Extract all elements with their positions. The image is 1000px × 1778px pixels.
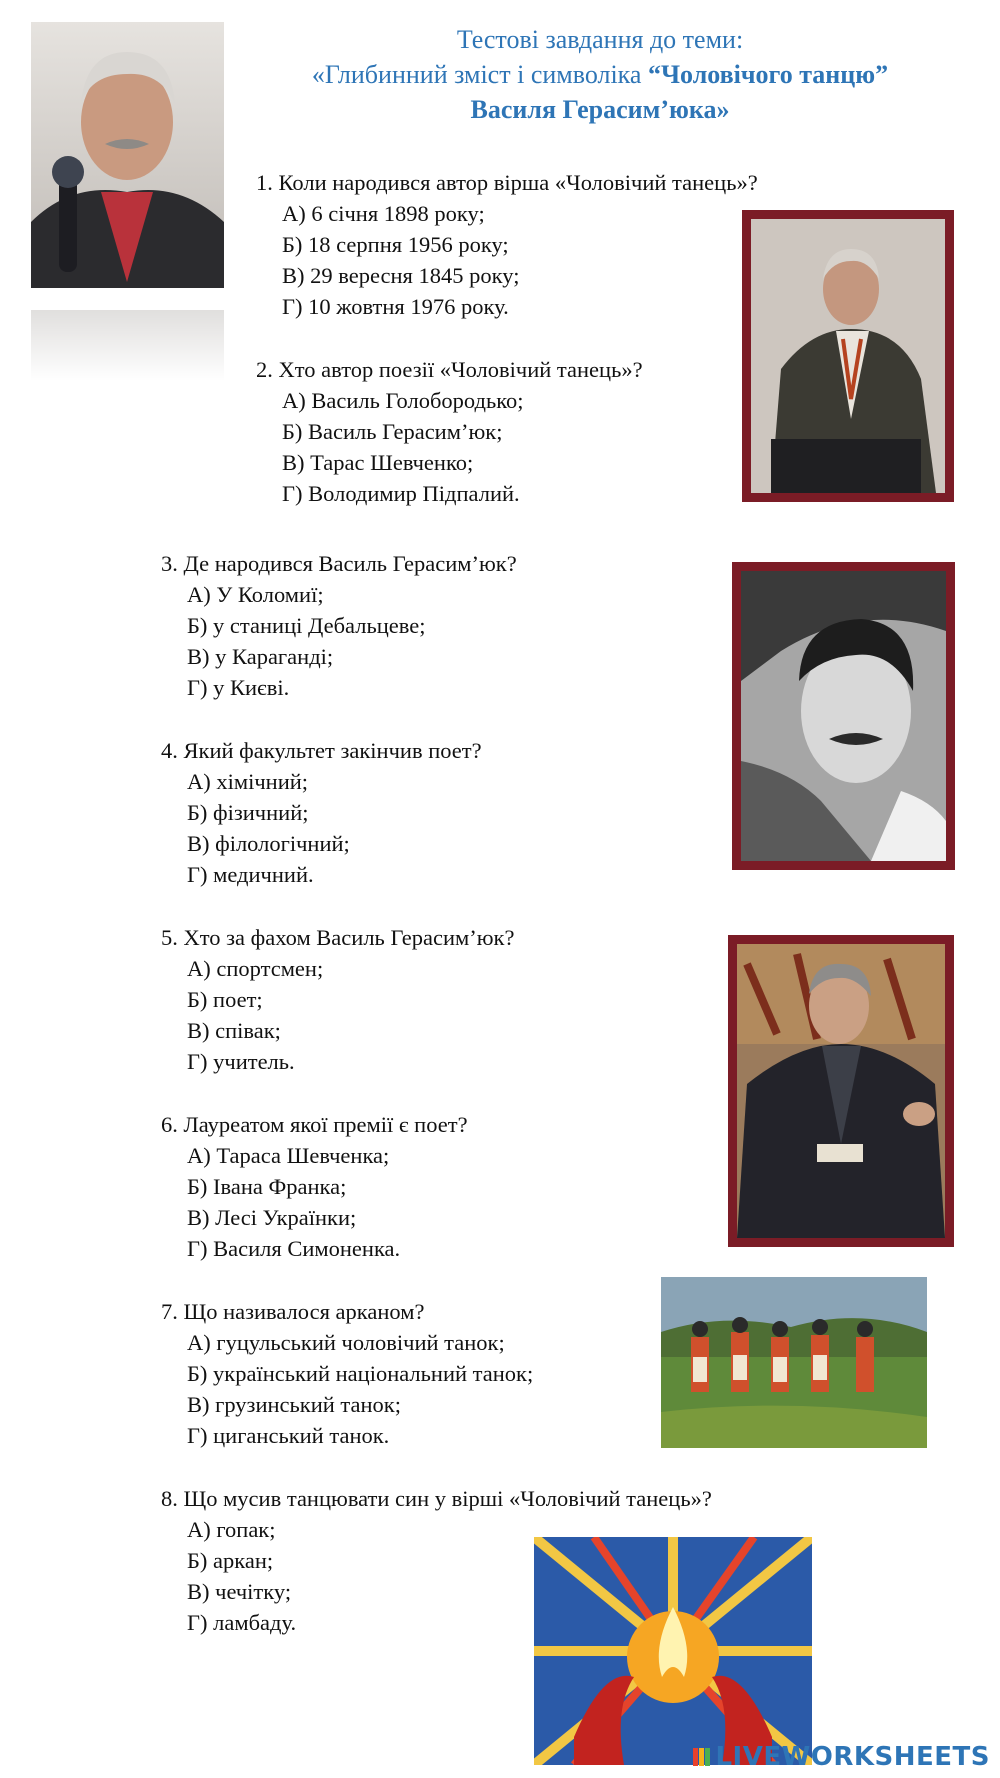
answer-option[interactable]: В) Тарас Шевченко; <box>282 450 474 475</box>
question-7 <box>161 1296 533 1451</box>
answer-option[interactable]: Г) у Києві. <box>187 675 290 700</box>
liveworksheets-logo-icon <box>693 1746 711 1768</box>
question-stem: 3. Де народився Василь Герасим’юк? <box>161 551 517 576</box>
title-line-2-text: «Глибинний зміст і символіка <box>311 60 648 89</box>
answer-option[interactable]: А) хімічний; <box>187 769 309 794</box>
answer-option[interactable]: Б) у станиці Дебальцеве; <box>187 613 426 638</box>
portrait-photo-microphone <box>31 22 224 288</box>
answer-option[interactable]: В) співак; <box>187 1018 281 1043</box>
answer-option[interactable]: Б) фізичний; <box>187 800 309 825</box>
answer-option[interactable]: Г) учитель. <box>187 1049 295 1074</box>
black-white-portrait-photo <box>732 562 955 870</box>
answer-option[interactable]: Б) Івана Франка; <box>187 1174 347 1199</box>
answer-option[interactable]: Г) циганський танок. <box>187 1423 390 1448</box>
answer-option[interactable]: А) Василь Голобородько; <box>282 388 524 413</box>
liveworksheets-logo-text: LIVEWORKSHEETS <box>715 1742 990 1772</box>
answer-option[interactable]: А) гуцульський чоловічий танок; <box>187 1330 505 1355</box>
answer-option[interactable]: А) спортсмен; <box>187 956 324 981</box>
answer-option[interactable]: Г) медичний. <box>187 862 314 887</box>
question-stem: 5. Хто за фахом Василь Герасим’юк? <box>161 925 515 950</box>
answer-option[interactable]: Г) 10 жовтня 1976 року. <box>282 294 509 319</box>
question-3 <box>161 548 517 703</box>
answer-option[interactable]: А) гопак; <box>187 1517 276 1542</box>
title-line-2-bold: “Чоловічого танцю” <box>647 60 889 89</box>
question-stem: 4. Який факультет закінчив поет? <box>161 738 482 763</box>
title-line-2 <box>230 57 970 92</box>
seated-poet-photo <box>742 210 954 502</box>
question-stem: 2. Хто автор поезії «Чоловічий танець»? <box>256 357 643 382</box>
answer-option[interactable]: В) Лесі Українки; <box>187 1205 357 1230</box>
answer-option[interactable]: В) філологічний; <box>187 831 350 856</box>
question-8 <box>161 1483 712 1638</box>
answer-option[interactable]: Б) 18 серпня 1956 року; <box>282 232 509 257</box>
question-5 <box>161 922 514 1077</box>
answer-option[interactable]: А) Тараса Шевченка; <box>187 1143 390 1168</box>
answer-option[interactable]: В) чечітку; <box>187 1579 292 1604</box>
question-4 <box>161 735 482 890</box>
question-1 <box>256 167 758 322</box>
answer-option[interactable]: Б) Василь Герасим’юк; <box>282 419 503 444</box>
question-2 <box>256 354 643 509</box>
portrait-reflection <box>31 310 224 380</box>
question-stem: 7. Що називалося арканом? <box>161 1299 425 1324</box>
question-6 <box>161 1109 468 1264</box>
answer-option[interactable]: А) 6 січня 1898 року; <box>282 201 485 226</box>
answer-option[interactable]: В) грузинський танок; <box>187 1392 401 1417</box>
page-title <box>230 22 970 127</box>
question-stem: 8. Що мусив танцювати син у вірші «Чоловічий танець»? <box>161 1486 712 1511</box>
answer-option[interactable]: А) У Коломиї; <box>187 582 324 607</box>
answer-option[interactable]: Г) ламбаду. <box>187 1610 297 1635</box>
answer-option[interactable]: Г) Володимир Підпалий. <box>282 481 520 506</box>
answer-option[interactable]: В) у Караганді; <box>187 644 334 669</box>
poet-with-book-photo <box>728 935 954 1247</box>
answer-option[interactable]: Б) поет; <box>187 987 263 1012</box>
title-line-1: Тестові завдання до теми: <box>456 25 744 54</box>
answer-option[interactable]: В) 29 вересня 1845 року; <box>282 263 520 288</box>
answer-option[interactable]: Б) аркан; <box>187 1548 274 1573</box>
title-line-3: Василя Герасим’юка» <box>470 95 730 124</box>
answer-option[interactable]: Г) Василя Симоненка. <box>187 1236 401 1261</box>
question-stem: 6. Лауреатом якої премії є поет? <box>161 1112 468 1137</box>
hutsul-dance-painting <box>661 1277 927 1448</box>
question-stem: 1. Коли народився автор вірша «Чоловічий танець»? <box>256 170 758 195</box>
liveworksheets-logo[interactable] <box>693 1742 990 1772</box>
answer-option[interactable]: Б) український національний танок; <box>187 1361 534 1386</box>
